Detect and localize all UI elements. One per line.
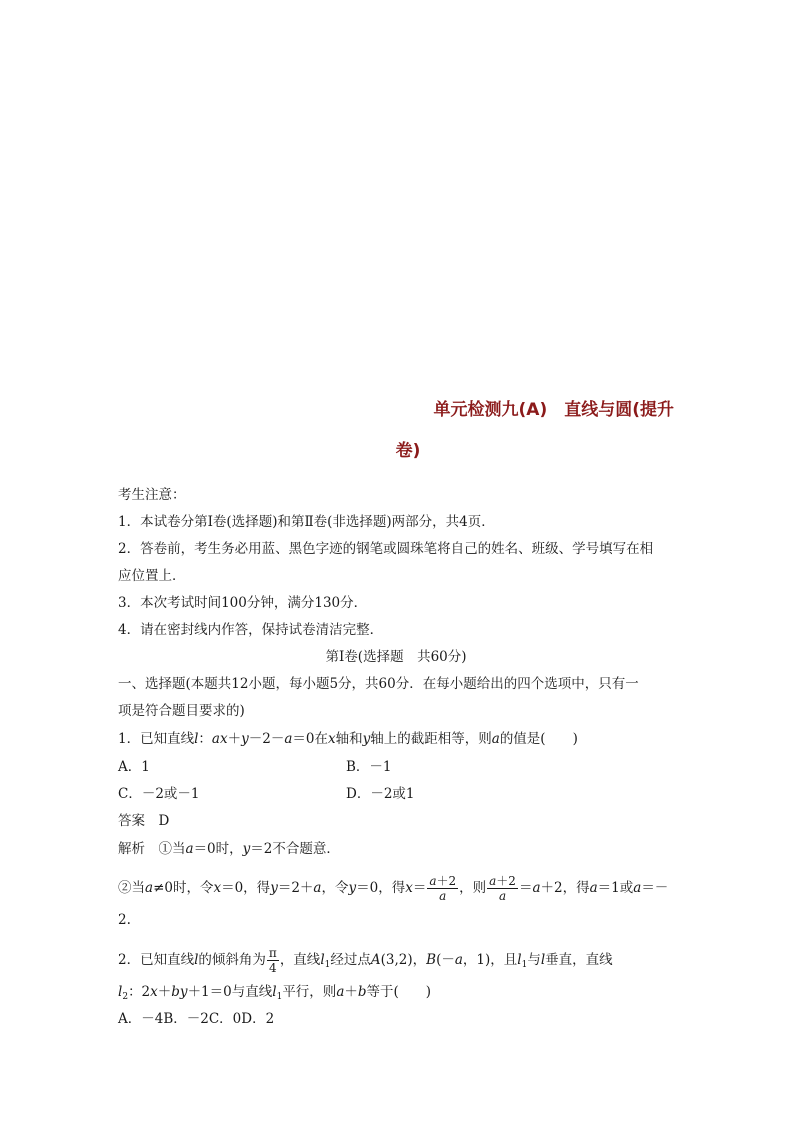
question-2-stem-1: 2．已知直线l的倾斜角为 $\frac{\pi}{4}$ ，直线$l_1$经过点A(3,2)，B(－a，1)，且$l_1$与l垂直，直线 xyxy=(118,946,613,975)
question-1-answer: 答案 D xyxy=(118,813,170,829)
notice-heading: 考生注意： xyxy=(118,487,186,503)
fraction: $\frac{a+2}{a}$ xyxy=(489,874,516,903)
notice-item-4: 4．请在密封线内作答，保持试卷清洁完整． xyxy=(118,622,384,638)
solution-line-3: 2. xyxy=(118,912,131,928)
fraction: $\frac{a+2}{a}$ xyxy=(429,874,457,903)
doc-title-line2: 卷) xyxy=(395,441,421,461)
section-intro-2: 项是符合题目要求的) xyxy=(118,703,245,719)
question-2-options: A．－4B．－2C．0D．2 xyxy=(118,1011,275,1027)
question-1-options-row2 xyxy=(118,784,678,804)
question-1-stem: 1．已知直线l：ax＋y－2－a＝0在x轴和y轴上的截距相等，则a的值是( ) xyxy=(118,731,578,747)
option-d: D．－2或1 xyxy=(346,786,415,802)
doc-title-line1: 单元检测九(A) 直线与圆(提升 xyxy=(433,400,674,420)
notice-item-2-cont: 应位置上． xyxy=(118,568,186,584)
question-2-stem-2: $l_2$：2x＋by＋1＝0与直线$l_1$平行，则a＋b等于( ) xyxy=(118,984,432,1002)
fraction: $\frac{\pi}{4}$ xyxy=(268,946,277,975)
section-intro-1: 一、选择题(本题共12小题，每小题5分，共60分．在每小题给出的四个选项中，只有一 xyxy=(118,676,639,692)
question-1-options-row1 xyxy=(118,757,678,777)
notice-item-1: 1．本试卷分第Ⅰ卷(选择题)和第Ⅱ卷(非选择题)两部分，共4页． xyxy=(118,514,495,530)
notice-item-2: 2．答卷前，考生务必用蓝、黑色字迹的钢笔或圆珠笔将自己的姓名、班级、学号填写在相 xyxy=(118,541,654,557)
notice-item-3: 3．本次考试时间100分钟，满分130分． xyxy=(118,595,368,611)
solution-line-2: ②当a≠0时，令x＝0，得y＝2＋a，令y＝0，得x＝ $\frac{a+2}{a}$ ，则 $\frac{a+2}{a}$ ＝a＋2，得a＝1或a＝－ xyxy=(118,874,669,903)
solution-line-1: 解析 ①当a＝0时，y＝2不合题意． xyxy=(118,841,340,857)
section-heading: 第Ⅰ卷(选择题 共60分) xyxy=(325,649,467,665)
option-b: B．－1 xyxy=(346,759,392,775)
option-c: C．－2或－1 xyxy=(118,786,200,802)
option-a: A．1 xyxy=(118,759,150,775)
